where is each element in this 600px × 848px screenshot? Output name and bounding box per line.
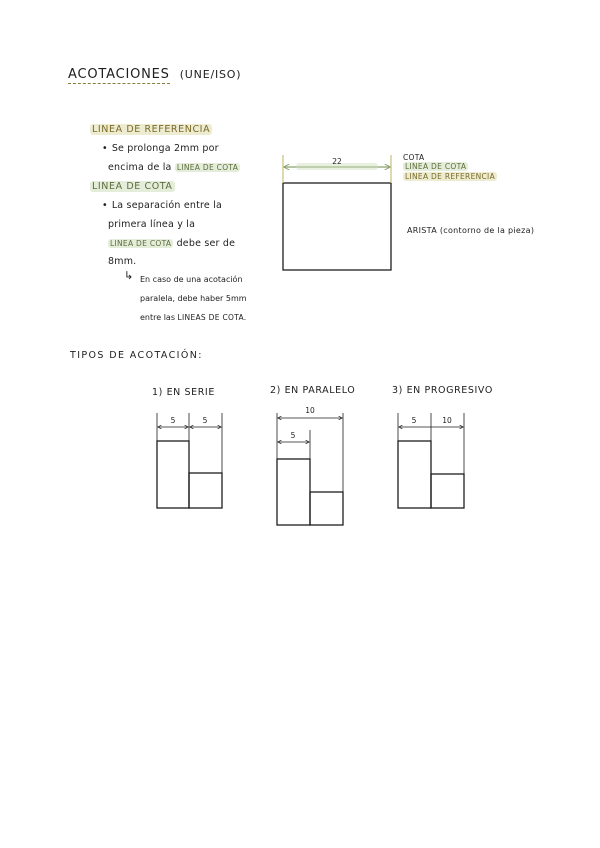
diagram-main xyxy=(283,155,391,270)
diagram-paralelo xyxy=(277,406,343,525)
label-arista: ARISTA (contorno de la pieza) xyxy=(407,226,535,235)
dimension-line-heading: LINEA DE COTA xyxy=(92,181,173,192)
types-heading: TIPOS DE ACOTACIÓN: xyxy=(70,350,203,361)
dimension-line-text-1: • La separación entre la xyxy=(102,200,222,211)
dimension-line-text-2: primera línea y la xyxy=(108,219,196,230)
label-linea-referencia: LINEA DE REFERENCIA xyxy=(405,172,495,181)
serie-dim-2: 5 xyxy=(202,416,208,425)
progresivo-block-tall xyxy=(398,441,431,508)
label-linea-cota: LINEA DE COTA xyxy=(405,162,467,171)
paralelo-dim-1: 10 xyxy=(305,406,315,415)
type-progresivo-label: 3) EN PROGRESIVO xyxy=(392,385,493,396)
diagram-progresivo xyxy=(398,413,464,508)
reference-line-text-1: • Se prolonga 2mm por xyxy=(102,143,219,154)
type-paralelo-label: 2) EN PARALELO xyxy=(270,385,356,396)
reference-line-heading: LINEA DE REFERENCIA xyxy=(92,124,211,135)
dimension-value: 22 xyxy=(332,157,342,166)
serie-block-short xyxy=(189,473,222,508)
serie-dim-1: 5 xyxy=(170,416,176,425)
dimension-line-text-3: LINEA DE COTA debe ser de xyxy=(110,238,236,249)
paralelo-block-tall xyxy=(277,459,310,525)
dimension-line-text-4: 8mm. xyxy=(108,256,137,267)
progresivo-dim-1: 5 xyxy=(411,416,417,425)
note-line-2: paralela, debe haber 5mm xyxy=(140,294,247,303)
dimension-line-highlight: LINEA DE COTA xyxy=(110,239,172,248)
note-line-1: En caso de una acotación xyxy=(140,275,243,284)
diagram-serie xyxy=(157,413,222,508)
type-serie-label: 1) EN SERIE xyxy=(152,387,215,398)
reference-line-text-2: encima de la LINEA DE COTA xyxy=(108,162,239,173)
paralelo-dim-2: 5 xyxy=(290,431,296,440)
note-line-3: entre las LINEAS DE COTA. xyxy=(140,313,247,322)
progresivo-block-short xyxy=(431,474,464,508)
paralelo-block-short xyxy=(310,492,343,525)
arrow-return-icon: ↳ xyxy=(124,269,134,282)
label-cota: COTA xyxy=(403,153,425,162)
title-sub: (UNE/ISO) xyxy=(179,68,242,81)
serie-block-tall xyxy=(157,441,189,508)
reference-line-highlight: LINEA DE COTA xyxy=(176,163,239,172)
progresivo-dim-2: 10 xyxy=(442,416,452,425)
title-main: ACOTACIONES xyxy=(68,67,170,82)
part-outline xyxy=(283,183,391,270)
